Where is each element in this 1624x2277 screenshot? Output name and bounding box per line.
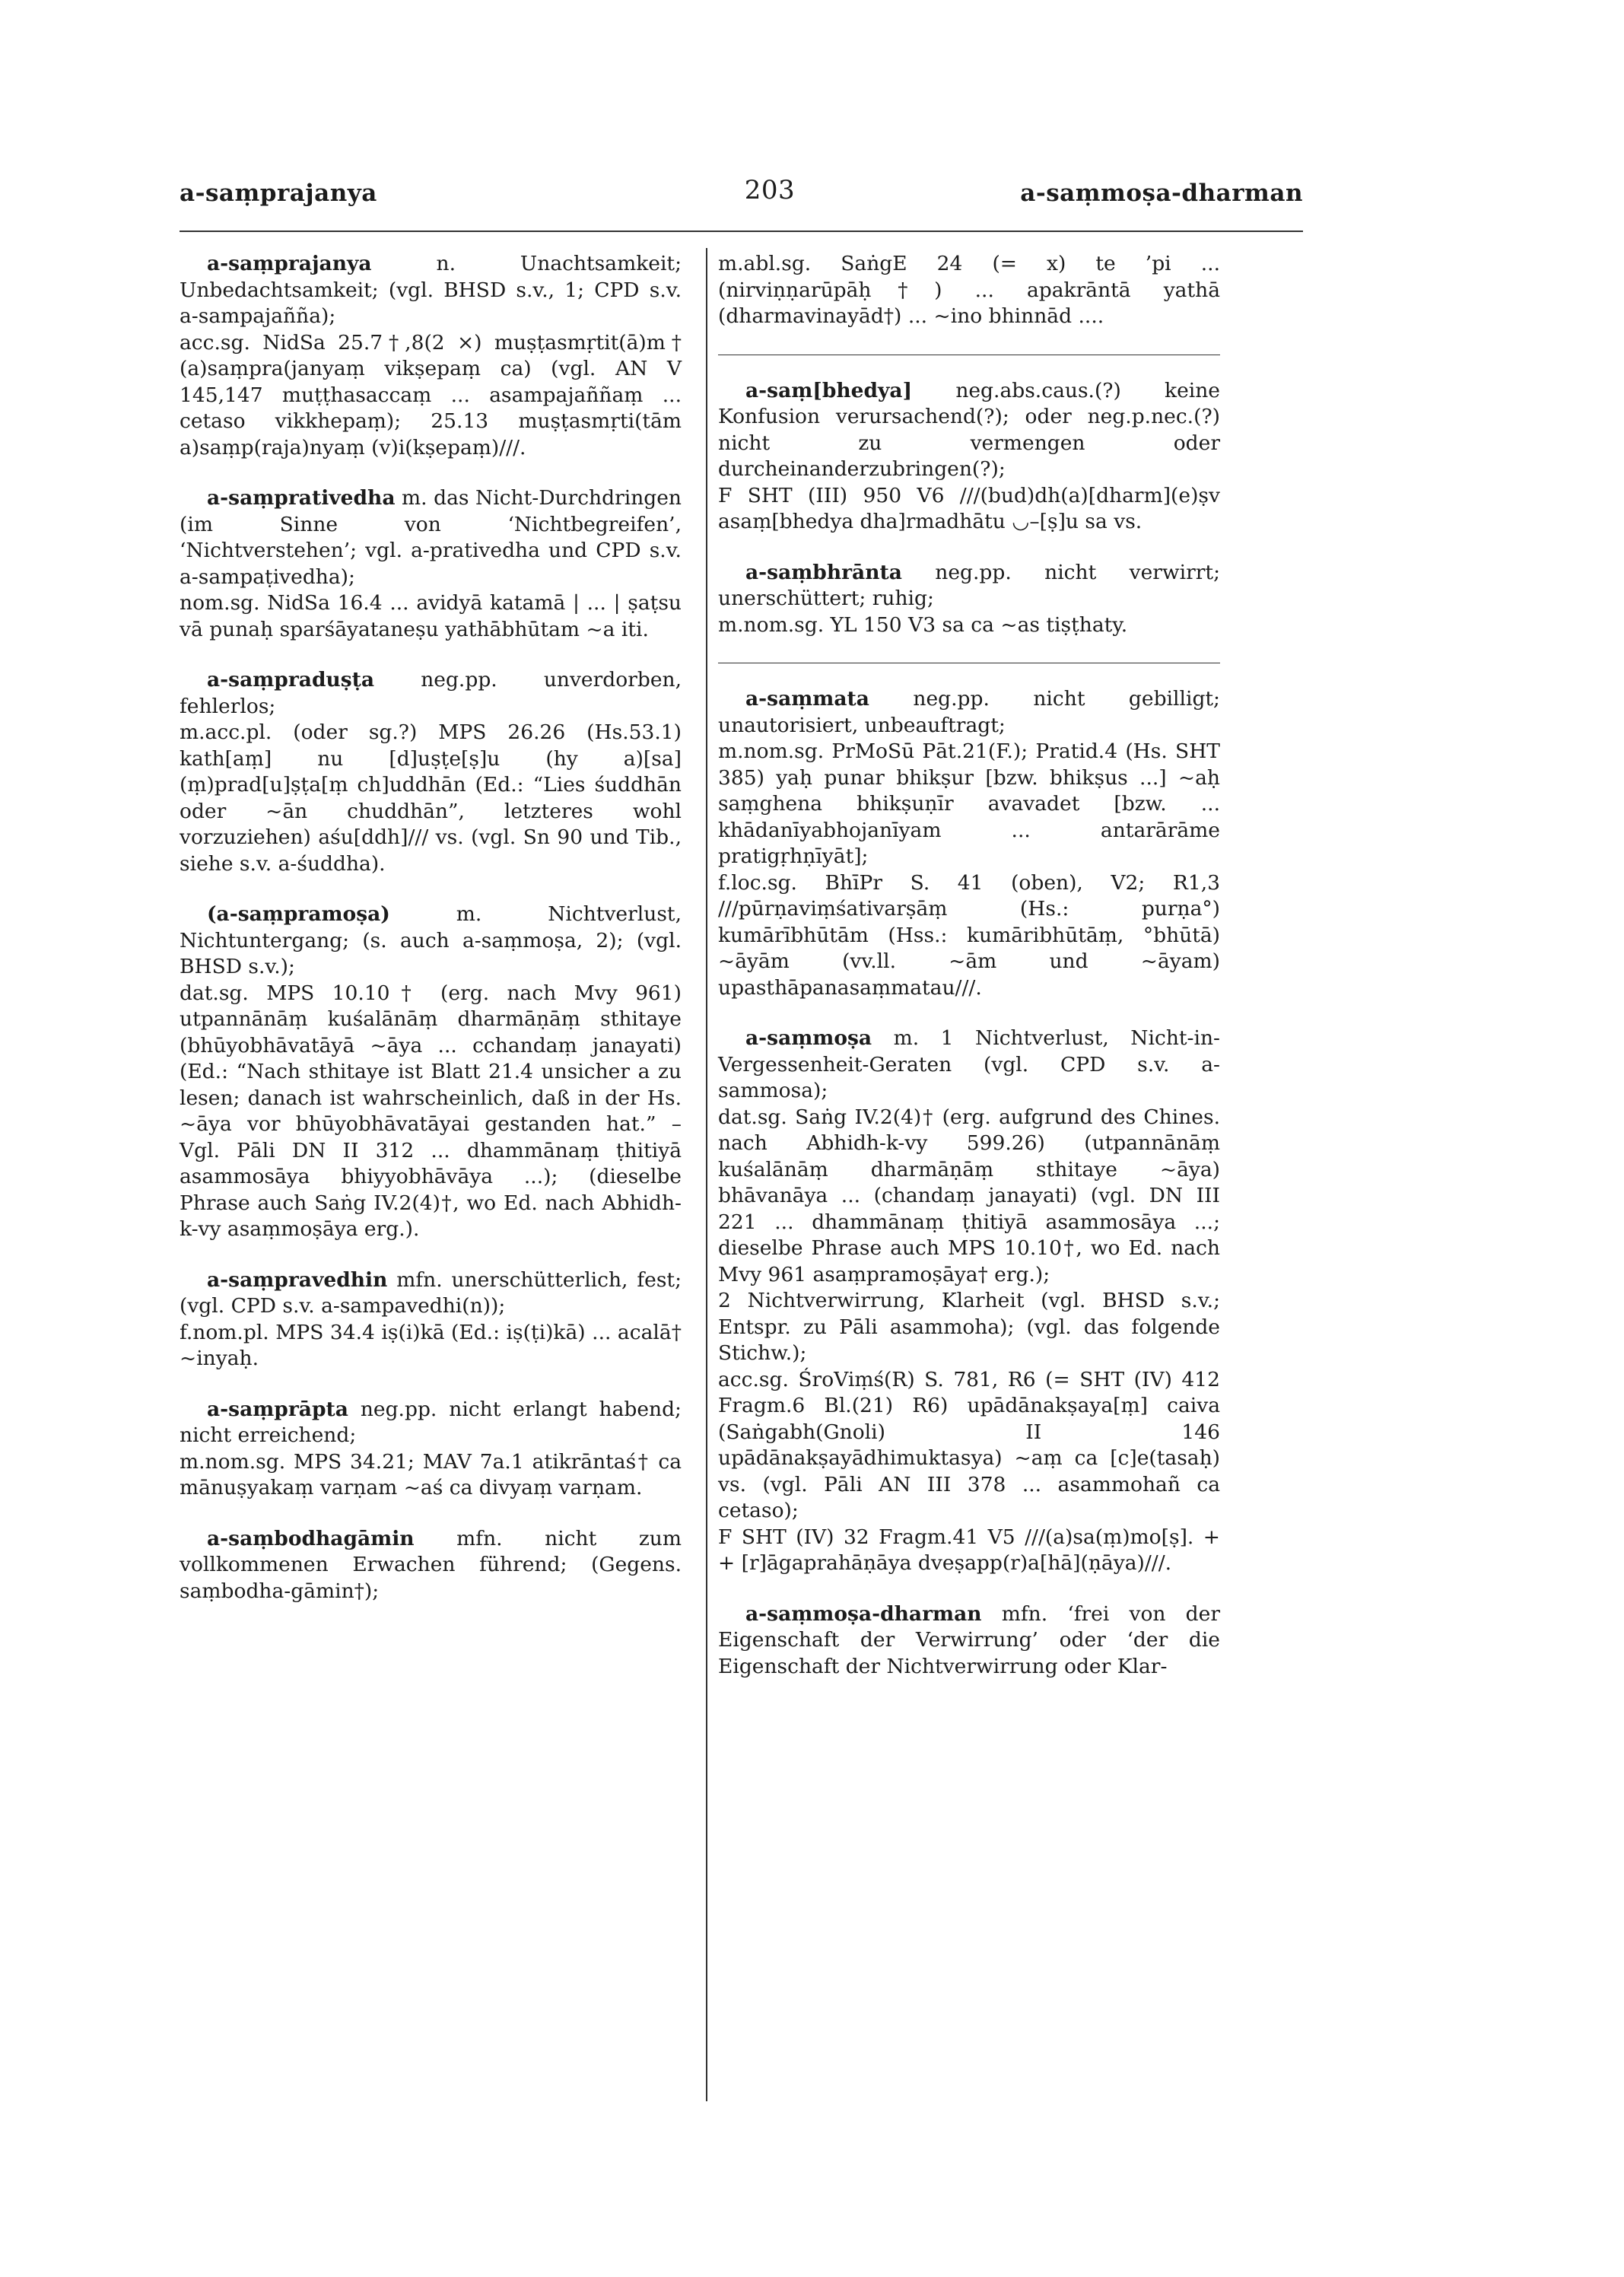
entry-lemma: a-saṃ[bhedya] — [745, 378, 913, 402]
entry-definition: m. Nichtverlust, Nichtuntergang; (s. auch a-saṃmoṣa, 2); (vgl. BHSD s.v.); — [180, 902, 682, 978]
entry-head — [718, 560, 1220, 612]
entry-citation: 2 Nichtverwirrung, Klarheit (vgl. BHSD s.v.; Entspr. zu Pāli asammoha); (vgl. das folgende Stichw.); — [718, 1289, 1220, 1365]
entry-lemma: a-saṃprajanya — [207, 252, 372, 275]
entry-citation: F SHT (IV) 32 Fragm.41 V5 ///(a)sa(ṃ)mo[ṣ]. + + [r]āgaprahāṇāya dveṣapp(r)a[hā](ṇāya)///. — [718, 1525, 1220, 1575]
entry-head — [180, 1397, 682, 1449]
entry-head — [180, 251, 682, 330]
entry-lemma: a-saṃpravedhin — [207, 1267, 388, 1292]
dictionary-entry — [718, 560, 1220, 639]
entry-definition: mfn. nicht zum vollkommenen Erwachen führend; (Gegens. saṃbodha-gāmin†); — [180, 1526, 682, 1603]
entry-head — [718, 378, 1220, 483]
entry-definition: m. das Nicht-Durchdringen (im Sinne von ‘Nichtbegreifen’, ‘Nichtverstehen’; vgl. a-prativedha und CPD s.v. a-sampaṭivedha); — [180, 486, 682, 589]
entry-definition: neg.pp. nicht verwirrt; unerschüttert; ruhig; — [718, 560, 1220, 610]
dictionary-entry — [180, 667, 682, 877]
dictionary-entry — [180, 902, 682, 1243]
entry-lemma: a-saṃbodhagāmin — [207, 1526, 415, 1550]
entry-citation: m.nom.sg. YL 150 V3 sa ca ~as tiṣṭhaty. — [718, 612, 1128, 637]
entry-head — [718, 686, 1220, 739]
entry-citation: m.nom.sg. MPS 34.21; MAV 7a.1 atikrāntaś† ca mānuṣyakaṃ varṇam ~aś ca divyaṃ varṇam. — [180, 1449, 682, 1499]
entry-lemma: a-saṃmoṣa — [745, 1026, 872, 1050]
entry-citation: dat.sg. Saṅg IV.2(4)† (erg. aufgrund des Chines. nach Abhidh-k-vy 599.26) (utpannānāṃ kuśalānāṃ dharmāṇāṃ sthitaye ~āya) bhāvanāya ... (chandaṃ janayati) (vgl. DN III 221 ... dhammānaṃ ṭhitiyā asammosāya ...; dieselbe Phrase auch MPS 10.10†, wo Ed. nach Mvy 961 asaṃpramoṣāya† erg.); — [718, 1105, 1220, 1286]
entry-lemma: a-saṃmoṣa-dharman — [745, 1601, 982, 1626]
dictionary-entry — [718, 1601, 1220, 1681]
dictionary-entry — [180, 1397, 682, 1502]
dictionary-entry — [180, 485, 682, 643]
dictionary-entry — [180, 251, 682, 461]
entry-head — [718, 1601, 1220, 1681]
header-rule — [180, 231, 1303, 232]
entry-lemma: a-saṃpraduṣṭa — [207, 668, 375, 692]
dictionary-entry — [180, 1526, 682, 1605]
entry-head — [718, 1026, 1220, 1105]
page-number: 203 — [744, 175, 796, 205]
entry-citation: m.acc.pl. (oder sg.?) MPS 26.26 (Hs.53.1) kath[aṃ] nu [d]uṣṭe[ṣ]u (hy a)[sa](ṃ)prad[u]ṣṭa[ṃ ch]uddhān (Ed.: “Lies śuddhān oder ~ān chuddhān”, letzteres wohl vorzuziehen) aśu[ddh]/// vs. (vgl. Sn 90 und Tib., siehe s.v. a-śuddha). — [180, 720, 682, 876]
dictionary-entry — [718, 378, 1220, 536]
entry-definition: mfn. unerschütterlich, fest; (vgl. CPD s.v. a-sampavedhi(n)); — [180, 1267, 682, 1318]
running-header-left: a-saṃprajanya — [180, 180, 377, 207]
entry-citation: F SHT (III) 950 V6 ///(bud)dh(a)[dharm](e)ṣv asaṃ[bhedya dha]rmadhātu ◡–[ṣ]u sa vs. — [718, 483, 1220, 533]
dictionary-entry — [180, 1267, 682, 1372]
entry-definition: mfn. ‘frei von der Eigenschaft der Verwirrung’ oder ‘der die Eigenschaft der Nichtverwirrung oder Klar- — [718, 1601, 1220, 1678]
entry-head — [180, 485, 682, 590]
right-column — [718, 251, 1220, 1704]
entry-citation: acc.sg. NidSa 25.7†,8(2 ×) muṣṭasmṛtit(ā)m† (a)saṃpra(janyaṃ vikṣepaṃ ca) (vgl. AN V 145,147 muṭṭhasaccaṃ ... asampajaññaṃ ... cetaso vikkhepaṃ); 25.13 muṣṭasmṛti(tām a)saṃp(raja)nyaṃ (v)i(kṣepaṃ)///. — [180, 330, 682, 460]
entry-head — [180, 1267, 682, 1320]
entry-citation: m.abl.sg. SaṅgE 24 (= x) te ’pi ... (nirviṇṇarūpāḥ†) ... apakrāntā yathā (dharmavinayād†) ... ~ino bhinnād .... — [718, 252, 1220, 328]
entry-citation: acc.sg. ŚroViṃś(R) S. 781, R6 (= SHT (IV) 412 Fragm.6 Bl.(21) R6) upādānakṣaya[ṃ] caiva (Saṅgabh(Gnoli) II 146 upādānakṣayādhimuktasya) ~aṃ ca [c]e(tasaḥ) vs. (vgl. Pāli AN III 378 ... asammohañ ca cetaso); — [718, 1367, 1220, 1522]
entry-definition: neg.pp. nicht erlangt habend; nicht erreichend; — [180, 1397, 682, 1447]
entry-head — [180, 1526, 682, 1605]
entry-lemma: a-saṃprāpta — [207, 1397, 348, 1421]
column-divider — [706, 248, 707, 2101]
running-header-right: a-saṃmoṣa-dharman — [1020, 180, 1303, 207]
left-column — [180, 251, 682, 1629]
entry-head — [180, 667, 682, 720]
entry-definition: neg.abs.caus.(?) keine Konfusion verursachend(?); oder neg.p.nec.(?) nicht zu vermengen oder durcheinanderzubringen(?); — [718, 378, 1220, 481]
entry-citation: m.nom.sg. PrMoSū Pāt.21(F.); Pratid.4 (Hs. SHT 385) yaḥ punar bhikṣur [bzw. bhikṣus ...] ~aḥ saṃghena bhikṣuṇīr avavadet [bzw. ... khādanīyabhojanīyam ... antarārāme pratigṛhṇīyāt]; — [718, 739, 1220, 868]
dictionary-entry — [718, 251, 1220, 330]
entry-citation: f.loc.sg. BhīPr S. 41 (oben), V2; R1,3 ///pūrṇaviṃśativarṣāṃ (Hs.: purṇa°) kumārībhūtām (Hss.: kumāribhūtāṃ, °bhūtā) ~āyām (vv.ll. ~ām und ~āyam) upasthāpanasaṃmatau///. — [718, 870, 1220, 1000]
entry-citation: dat.sg. MPS 10.10† (erg. nach Mvy 961) utpannānāṃ kuśalānāṃ dharmāṇāṃ sthitaye (bhūyobhāvatāyā ~āya ... cchandaṃ janayati) (Ed.: “Nach sthitaye ist Blatt 21.4 unsicher a zu lesen; danach ist wahrscheinlich, daß in der Hs. ~āya vor bhūyobhāvatāyai gestanden hat.” – Vgl. Pāli DN II 312 ... dhammānaṃ ṭhitiyā asammosāya bhiyyobhāvāya ...); (dieselbe Phrase auch Saṅg IV.2(4)†, wo Ed. nach Abhidh-k-vy asaṃmoṣāya erg.). — [180, 981, 682, 1241]
entry-lemma: a-saṃprativedha — [207, 486, 396, 510]
dictionary-entry — [718, 686, 1220, 1001]
entry-definition: n. Unachtsamkeit; Unbedachtsamkeit; (vgl. BHSD s.v., 1; CPD s.v. a-sampajañña); — [180, 252, 682, 328]
entry-lemma: a-saṃbhrānta — [745, 560, 902, 584]
entry-lemma: (a-saṃpramoṣa) — [207, 902, 390, 926]
entry-definition: neg.pp. unverdorben, fehlerlos; — [180, 668, 682, 718]
entry-definition: neg.pp. nicht gebilligt; unautorisiert, unbeauftragt; — [718, 687, 1220, 737]
dictionary-entry — [718, 1026, 1220, 1577]
entry-citation: nom.sg. NidSa 16.4 ... avidyā katamā | ... | ṣaṭsu vā punaḥ sparśāyataneṣu yathābhūtam ~a iti. — [180, 591, 682, 641]
entry-definition: m. 1 Nichtverlust, Nicht-in-Vergessenheit-Geraten (vgl. CPD s.v. a-sammosa); — [718, 1026, 1220, 1102]
entry-citation: f.nom.pl. MPS 34.4 iṣ(i)kā (Ed.: iṣ(ṭi)kā) ... acalā† ~inyaḥ. — [180, 1320, 682, 1370]
entry-lemma: a-saṃmata — [745, 687, 869, 711]
entry-head — [180, 902, 682, 981]
